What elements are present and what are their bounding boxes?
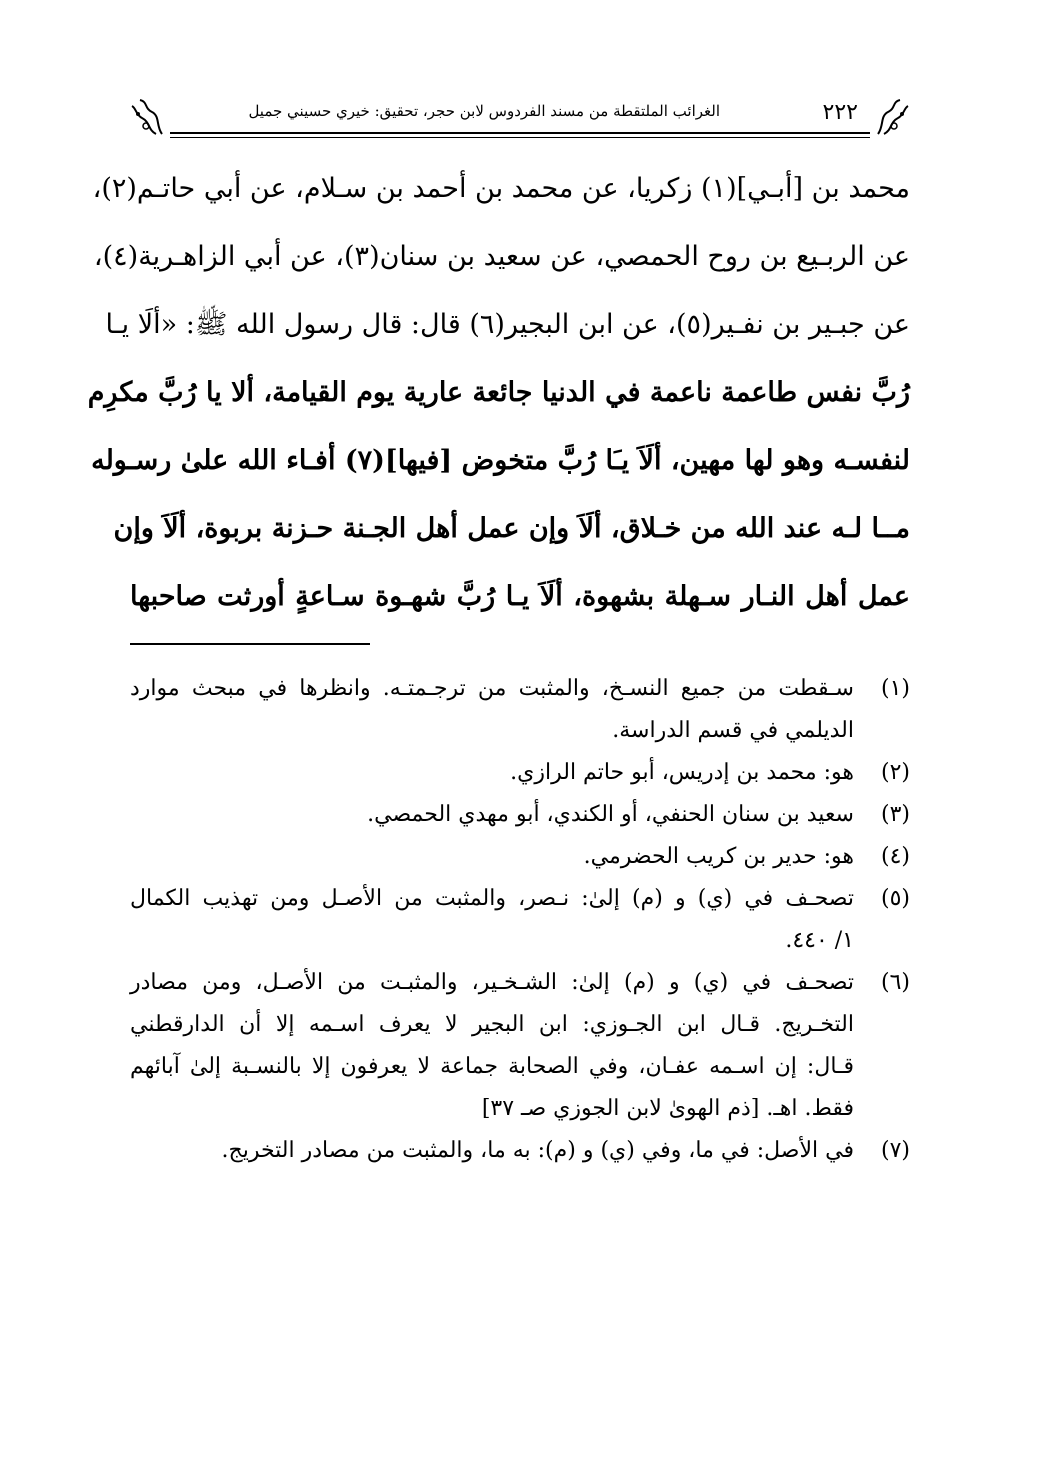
ornament-right-icon [874, 96, 910, 140]
footnote-line: هو: محمد بن إدريس، أبو حاتم الرازي. [510, 760, 854, 785]
footnote [130, 752, 910, 794]
footnote-line: فقط. اهـ. [ذم الهوىٰ لابن الجوزي صـ ٣٧] [481, 1096, 854, 1121]
main-line: عن الربـيع بن روح الحمصي، عن سعيد بن سنان(٣)، عن أبي الزاهـرية(٤)، [93, 241, 910, 272]
main-line: عن جبـير بن نفـير(٥)، عن ابن البجير(٦) قال: قال رسول الله ﷺ: «ألَا يـا [105, 309, 910, 340]
main-line: عمل أهل النـار سـهلة بشهوة، ألَاَ يـا رُبَّ شهـوة سـاعةٍ أورثت صاحبها [130, 581, 910, 612]
footnote-number: (١) [880, 676, 910, 701]
footnote-number: (٢) [880, 760, 910, 785]
footnote-line: سـقطت من جميع النسـخ، والمثبت من ترجـمتـه. وانظرها في مبحث موارد [130, 676, 854, 701]
footnote-line: ١/ ٤٤٠. [785, 928, 854, 953]
footnote-line: سعيد بن سنان الحنفي، أو الكندي، أبو مهدي الحمصي. [367, 802, 854, 827]
footnote-number: (٤) [880, 844, 910, 869]
footnote [130, 878, 910, 962]
footnote-line: هو: حدير بن كريب الحضرمي. [583, 844, 854, 869]
footnote-number: (٥) [880, 886, 910, 911]
footnote-line: قـال: إن اسـمه عفـان، وفي الصحابة جماعة لا يعرفون إلا بالنسـبة إلىٰ آبائهم [130, 1054, 854, 1079]
footnote [130, 668, 910, 752]
footnote-separator [130, 643, 370, 645]
running-header [130, 92, 910, 144]
main-text [87, 155, 910, 631]
ornament-left-icon [130, 96, 166, 140]
main-line: محمد بن [أبـي](١) زكريا، عن محمد بن أحمد بن سـلام، عن أبي حاتـم(٢)، [92, 173, 910, 204]
main-line: لنفسـه وهو لها مهين، ألَاَ يـَا رُبَّ متخوض [فيها](٧) أفـاء الله علىٰ رسـوله [91, 445, 910, 476]
header-rule-thin [170, 137, 870, 138]
footnote-line: تصحـف في (ي) و (م) إلىٰ: نـصر، والمثبت من الأصـل ومن تهذيب الكمال [130, 886, 854, 911]
running-title: الغرائب الملتقطة من مسند الفردوس لابن حجر، تحقيق: خيري حسيني جميل [248, 102, 720, 120]
footnote-line: في الأصل: في ما، وفي (ي) و (م): به ما، والمثبت من مصادر التخريج. [221, 1138, 854, 1163]
footnote-number: (٦) [880, 970, 910, 995]
footnote-number: (٣) [880, 802, 910, 827]
main-line: رُبَّ نفس طاعمة ناعمة في الدنيا جائعة عارية يوم القيامة، ألا يا رُبَّ مكرِم [87, 377, 910, 408]
footnote [130, 836, 910, 878]
header-rule [170, 132, 870, 134]
page-number: ٢٢٢ [822, 100, 858, 125]
footnote [130, 962, 910, 1130]
footnote-line: تصحـف في (ي) و (م) إلىٰ: الشـخـير، والمثبـت من الأصـل، ومن مصادر [130, 970, 854, 995]
main-line: مــا لـه عند الله من خـلاق، ألَاَ وإن عمل أهل الجـنة حـزنة بربوة، ألَاَ وإن [113, 513, 910, 544]
footnote-line: الديلمي في قسم الدراسة. [612, 718, 854, 743]
footnote-line: التخـريج. قـال ابن الجـوزي: ابن البجير لا يعرف اسـمه إلا أن الدارقطني [130, 1012, 854, 1037]
footnote-number: (٧) [880, 1138, 910, 1163]
footnote [130, 1130, 910, 1172]
footnotes [130, 668, 910, 1172]
footnote [130, 794, 910, 836]
